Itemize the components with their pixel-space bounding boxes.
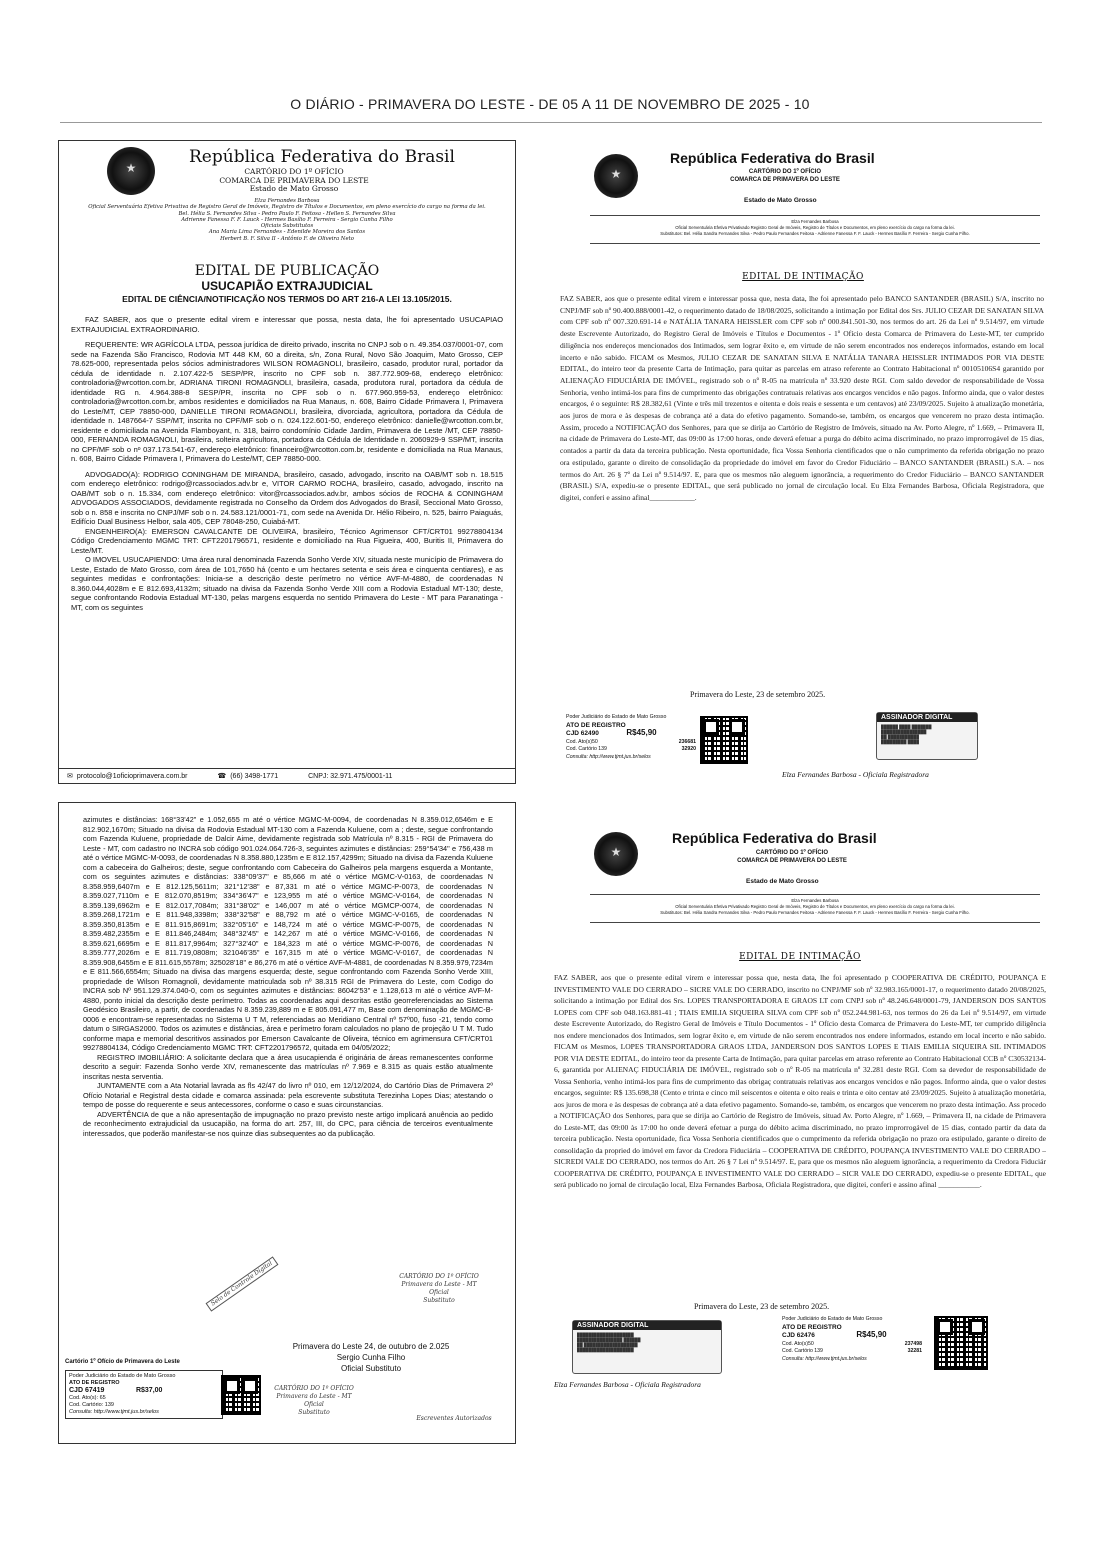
edital-title: EDITAL DE INTIMAÇÃO bbox=[742, 272, 864, 282]
registry-price: R$37,00 bbox=[135, 1387, 163, 1394]
usucapiao-title: USUCAPIÃO EXTRAJUDICIAL bbox=[201, 279, 373, 293]
stamp-line: Escreventes Autorizados bbox=[416, 1415, 492, 1422]
comarca-name: COMARCA DE PRIMAVERA DO LESTE bbox=[219, 175, 369, 185]
registry-cod-ato: Cod. Ato(s)50 bbox=[782, 1340, 814, 1347]
registry-office-block bbox=[672, 849, 912, 865]
registry-office-block bbox=[169, 168, 419, 194]
qr-code-icon bbox=[700, 716, 748, 764]
registro-imobiliario-paragraph: REGISTRO IMOBILIÁRIO: A solicitante declara que a área usucapienda é originária de áreas remanescentes conforme descrito a seguir: Fazenda Sonho verde XIV, remanescente das matrículas nº 7.969 e 8.315 as quais estão atualmente inscritas nesta serventia. bbox=[83, 1052, 493, 1081]
republic-title: República Federativa do Brasil bbox=[672, 832, 877, 846]
engenheiro-paragraph: ENGENHEIRO(A): EMERSON CAVALCANTE DE OLIVEIRA, brasileiro, Técnico Agrimensor CFT/CRT01 99278804134 Código Credenciamento MGMC TRT: CFT2201796571, residente e domiciliado na Rua Figueira, 400, Buritis II, Primavera do Leste/MT. bbox=[71, 526, 503, 555]
perimeter-description: azimutes e distâncias: 168°33'42" e 1.052,655 m até o vértice MGMC-M-0094, de coordenadas N 8.359.012,6546m e E 812.902,1670m; Situado na divisa da Rodovia Estadual MT-130 com a Fazenda Kuluene, com a ; deste, segue confrontando com Fazenda Kuluene, propriedade de Dalcir Aime, devidamente registrada sob Matrícula nº 8.315 - RGI de Primavera do Leste - MT, com cadastro no INCRA sob código 901.024.064.726-3, seguintes azimutes e distâncias: 259°54'34" e 756,438 m até o vértice MGMC-M-0093, de coordenadas N 8.358.880,1235m e E 812.157,4299m; Situado na divisa da Fazenda Kuluene com a cabeceira do Galheiros; deste, segue confrontando com Cabeceira do Galheiros pela margens esquerda a Montante, com os seguintes azimutes e distâncias: 338°09'37" e 85,666 m até o vértice MGMC-V-0163, de coordenadas N 8.358.959,6407m e E 812.125,5611m; 321°12'38" e 87,331 m até o vértice MGMC-P-0073, de coordenadas N 8.359.027,7110m e E 812.070,8519m; 334°36'47" e 123,955 m até o vértice MGMC-V-0164, de coordenadas N 8.359.139,6962m e E 812.017,7084m; 331°38'02" e 146,007 m até o vértice MGMCP-0074, de coordenadas N 8.359.268,1721m e E 811.948,3398m; 338°32'58" e 88,792 m até o vértice MGMC-V-0165, de coordenadas N 8.359.350,8135m e E 811.915,8691m; 332°05'16" e 148,724 m até o vértice MGMC-P-0075, de coordenadas N 8.359.482,2355m e E 811.846,2484m; 348°32'45" e 142,267 m até o vértice MGMC-V-0166, de coordenadas N 8.359.621,6695m e E 811.817,9964m; 327°32'40" e 184,323 m até o vértice MGMC-P-0076, de coordenadas N 8.359.777,2026m e E 811.719,0808m; 321046'35" e 167,315 m até o vértice MGMC-V-0167, de coordenadas N 8.359.908,6455m e E 811.615,5578m; 325028'18" e 86,276 m até o vértice AVF-M-4881, de coordenadas N 8.359.979,7234m e E 811.566,6554m; Situado na divisa das margens esquerda; deste, segue confrontando com Fazenda Sonho Verde XIII, propriedade de Wilson Romagnoli, devidamente matriculada sob nº 38.315 RGI de Primavera do Leste, com Codigo do INCRA sob Nº 951.129.374.040-0, com os seguintes azimutes e distâncias: 86042'53" e 1.128,613 m até o vértice AVF-M-4880, ponto inicial da descrição deste perímetro. Todas as coordenadas aqui descritas estão georreferenciadas ao Sistema Geodésico Brasileiro, a partir, de coordenadas N 8.359.239,889 m e E 805.091,477 m, Base com denominação de MGMC-B-0006 e encontram-se representadas no Sistema U T M, referenciadas ao Meridiano Central nº 57º00, fuso -21, tendo como datum o SIRGAS2000. Todos os azimutes e distâncias, área e perímetro foram calculados no plano de projeção U T M. Tudo conforme mapa e memorial descritivos assinados por Emerson Cavalcante de Oliveira, técnico em agrimensura CFT/CRT01 99278804134, Código Credenciamento MGMC TRT: CFT2201796572, quitada em 04/05/2022; bbox=[83, 815, 493, 1052]
registry-cjd: CJD 62490 bbox=[566, 730, 599, 737]
place-date: Primavera do Leste, 23 de setembro 2025. bbox=[694, 1302, 830, 1311]
registry-number: 32281 bbox=[907, 1348, 922, 1354]
substitutes-label: Oficiais Substitutos bbox=[260, 223, 314, 230]
edital-title: EDITAL DE PUBLICAÇÃO bbox=[194, 263, 380, 279]
stamp-line: Oficial bbox=[304, 1401, 324, 1408]
email-icon: ✉ bbox=[67, 773, 73, 780]
office-name: CARTÓRIO DO 1º OFÍCIO bbox=[755, 850, 829, 856]
substitutes-line: Bel. Hélia S. Fernandes Silva - Pedro Paulo F. Feitosa - Hellen S. Fernandes Silva bbox=[178, 210, 396, 217]
badge-title: ASSINADOR DIGITAL bbox=[573, 1321, 721, 1330]
registry-cjd: CJD 67419 bbox=[69, 1387, 105, 1394]
place-date: Primavera do Leste, 23 de setembro 2025. bbox=[690, 690, 826, 699]
place-date: Primavera do Leste 24, de outubro de 2.025 bbox=[292, 1342, 450, 1351]
stamp-line: Substituto bbox=[423, 1297, 455, 1304]
digital-signature-badge bbox=[876, 712, 978, 760]
edital-body bbox=[71, 315, 503, 612]
advogado-paragraph: ADVOGADO(A): RODRIGO CONINGHAM DE MIRANDA, brasileiro, casado, advogado, inscrito na OAB/MT sob n. 18.515 com endereço eletrônico: rodrigo@rcassociados.adv.br e, VITOR CARMO ROCHA, brasileiro, casado, advogado, inscrito na OAB/MT sob o n. 15.334, com endereço eletrônico: vitor@rcassociados.adv.br, ambos sócios de ROCHA & CONINGHAM ADVOGADOS ASSOCIADOS, devidamente registrada no Conselho da Ordem dos Advogados do Brasil, Seccional Mato Grosso, sob o n. 858 e inscrita no CNPJ/MF sob o n. 24.583.121/0001-71, com sede na Avenida Dr. Hélio Ribeiro, n. 525, bairro Paiaguás, Edifício Dual Business Helbor, sala 405, CEP 78048-250, Cuiabá-MT. bbox=[71, 469, 503, 526]
registry-cod-cartorio: Cod. Cartório 139 bbox=[782, 1348, 823, 1354]
header-divider bbox=[60, 122, 1042, 123]
comarca-name: COMARCA DE PRIMAVERA DO LESTE bbox=[737, 858, 847, 864]
registry-seal bbox=[782, 1316, 922, 1363]
substitutes-line: Substitutos: Bel. Hélia Sandra Fernandes Silva - Pedro Paulo Fernandes Feitosa - Adrienne Fanessa F. F. Lauck - Hermes Basílio F. Ferreira - Sergio Cunha Filho. bbox=[660, 910, 970, 915]
stamp-line: CARTÓRIO DO 1º OFÍCIO bbox=[399, 1273, 479, 1280]
coat-of-arms-icon bbox=[594, 154, 638, 198]
holder-role: Oficial Serventuária Efetiva Privativado Registro Geral de Imóveis, Registro de Títulos e Documentos, em pleno exercício do cargo na forma da lei. bbox=[675, 904, 955, 909]
badge-lines: ████████████████████ ████████████████ ██████ ██ ███████████████████ ████████████████████ bbox=[577, 1332, 641, 1352]
republic-title: República Federativa do Brasil bbox=[189, 147, 455, 167]
registry-number: 32920 bbox=[681, 746, 696, 752]
registry-price: R$45,90 bbox=[626, 728, 657, 737]
footer-phone: (66) 3498-1771 bbox=[230, 772, 279, 780]
edital-publicacao-continuation-panel bbox=[58, 802, 516, 1444]
office-stamp bbox=[264, 1385, 364, 1417]
stamp-line: CARTÓRIO DO 1º OFÍCIO bbox=[274, 1385, 354, 1392]
panel-footer bbox=[59, 768, 515, 783]
advertencia-paragraph: ADVERTÊNCIA de que a não apresentação de impugnação no prazo previsto neste artigo implicará anuência ao pedido de reconhecimento extrajudicial da usucapião, na forma do art. 257, III, do CPC, para ciência de terceiros eventualmente interessados, que poderão manifestar-se nos quinze dias subsequentes ao da publicação. bbox=[83, 1109, 493, 1138]
coat-of-arms-icon bbox=[107, 147, 155, 195]
state-name: Estado de Mato Grosso bbox=[744, 197, 817, 204]
registry-number: 236681 bbox=[678, 738, 696, 745]
office-stamp bbox=[389, 1273, 489, 1305]
coat-of-arms-icon bbox=[594, 832, 638, 876]
registry-consulta: Consulta: http://www.tjmt.jus.br/selos bbox=[566, 753, 651, 760]
faz-saber-paragraph: FAZ SABER, aos que o presente edital virem e interessar que possa, nesta data, lhe foi apresentado USUCAPIAO EXTRAJUDICIAL EXTRAORDINARIO. bbox=[71, 315, 503, 334]
substitutes-line: Substitutos: Bel. Hélia Sandra Fernandes Silva - Pedro Paulo Fernandes Feitosa - Adrienne Fanessa F. F. Lauck - Hermes Basílio F. Ferreira - Sergio Cunha Filho. bbox=[660, 231, 970, 236]
stamp-line: Substituto bbox=[298, 1409, 330, 1416]
ciencia-title: EDITAL DE CIÊNCIA/NOTIFICAÇÃO NOS TERMOS DO ART 216-A LEI 13.105/2015. bbox=[122, 294, 452, 304]
signer-name: Sergio Cunha Filho bbox=[336, 1353, 406, 1362]
officials-list bbox=[590, 219, 1040, 237]
footer-cnpj: CNPJ: 32.971.475/0001-11 bbox=[308, 772, 393, 780]
registry-seal bbox=[566, 714, 696, 761]
signature-block bbox=[291, 1341, 451, 1374]
imovel-paragraph: O IMOVEL USUCAPIENDO: Uma área rural denominada Fazenda Sonho Verde XIV, situada neste município de Primavera do Leste, Estado de Mato Grosso, com área de 101,7650 há (cento e um hectares setenta e seis área e cinquenta centiares), e as seguintes medidas e confrontações: Inicia-se a descrição deste perímetro no vértice AVF-M-4880, de coordenadas N 8.360.044,4028m e E 812.693,4132m; situado na divisa da Fazenda Sonho Verde XIII com a Rodovia Estadual MT-130; deste, segue confrontando Rodovia Estadual MT-130, pelas margens esquerda no sentido Primavera do Leste - MT para Paranatinga -MT, com os seguintes bbox=[71, 555, 503, 612]
edital-body bbox=[83, 815, 493, 1138]
cartorio-stamp: Selo de Controle Digital bbox=[206, 1256, 279, 1311]
divider bbox=[590, 894, 1040, 895]
signature-name: Elza Fernandes Barbosa - Oficiala Registradora bbox=[782, 770, 929, 779]
registry-cod-ato: Cod. Ato(s)50 bbox=[566, 738, 598, 745]
registry-cod-cartorio: Cod. Cartório 139 bbox=[566, 746, 607, 752]
divider bbox=[590, 922, 1040, 923]
edital-body: FAZ SABER, aos que o presente edital virem e interessar possa que, nesta data, lhe foi apresentado p COOPERATIVA DE CRÉDITO, POUPANÇA E INVESTIMENTO VALE DO CERRADO – SICRE VALE DO CERRADO, inscrito no CNPJ/MF sob nº 32.983.165/0001-17, o requerimento datado 20/08/2025, solicitando a intimação por Edital dos Srs. LOPES TRANSPORTADORA E GRAOS LT com CNPJ sob nº 48.246.648/0001-79, JANDERSON DOS SANTOS LOPES com CPF sob 048.163.881-41 ; TIAIS EMILIA SIQUEIRA SILVA com CPF sob nº 052.244.981-63, nos termos do 26 da Lei nº 9.514/97, em virtude deste Escrevente Autorizado, do Registro Geral de Imóveis e Título Documentos - 1º Ofício desta Comarca de Primavera do Leste-MT, ter cumprido diligência nos endere mencionados dos Intimados, sem lograr êxito e, em virtude de não serem encontrados nos endere informados, estando em local incerto e não sabido. FICAM os Mesmos, LOPES TRANSPORTADORA GRAOS LTDA, JANDERSON DOS SANTOS LOPES E TIAIS EMILIA SIQUEIRA SIL INTIMADOS POR VIA DESTE EDITAL, do inteiro teor da presente Carta de Intimação, para quitar parcelas em atraso referente ao Contrato Habitacional CCB nº C30532134-6, garantida por ALIENAÇ FIDUCIÁRIA DE IMÓVEL, registrado sob o nº R-05 na matrícula nº 32.281 deste RGI. Com sa devedor de responsabilidade de Vossa Senhoria, venho intimá-los para fins de cumprimento das obrigaç contratuais relativas aos encargos vencidos e não pagos. Informo ainda, que o valor destes encargos, seguinte: R$ 135.698,38 (Cento e trinta e cinco mil seiscentos e oitenta e oito reais e trinta e oito centav até 23/09/2025. Sujeito à atualização monetária, aos juros de mora e às despesas de cobrança até a data efetivo pagamento. Somando-se, também, os encargos que vencerem no prazo desta intimação. Ass procedo a NOTIFICAÇÃO dos Senhores, para que se dirija ao Cartório de Registro de Imóveis, situad Av. Porto Alegre, nº 1.669, – Primavera II, na cidade de Primavera do Leste-MT, das 09:00 às 17:00 ho onde deverá efetuar a purga do débito acima discriminado, no prazo improrrogável de 15 dias, contado partir da data da terceira publicação. Nesta oportunidade, fica Vossa Senhoria cientificados que o cumprimento da referida obrigação no prazo ora estipulado, garante o direito de consolidação da propried do imóvel em favor da Credora Fiduciária – COOPERATIVA DE CRÉDITO, POUPANÇA INVESTIMENTO VALE DO CERRADO – SICREDI VALE DO CERRADO, nos termos do Art. 26 § 7 Lei nº 9.514/97. E, para que os mesmos não aleguem ignorância, a requerimento da Credora Fiduciár COOPERATIVA DE CRÉDITO, POUPANÇA E INVESTIMENTO VALE DO CERRADO – SICR VALE DO CERRADO, expediu-se o presente EDITAL, que será publicado no jornal de circulação local, Elza Fernandes Barbosa, Oficiala Registradora, que digitei, conferi e assino afinal ___________. bbox=[554, 973, 1046, 1189]
edital-publicacao-panel bbox=[58, 140, 516, 784]
office-name: CARTÓRIO DO 1º OFÍCIO bbox=[244, 167, 344, 176]
qr-code-icon bbox=[221, 1375, 261, 1415]
officials-list bbox=[590, 898, 1040, 916]
juntamente-paragraph: JUNTAMENTE com a Ata Notarial lavrada as fls 42/47 do livro nº 010, em 12/12/2024, do Cartório Dias de Primavera 2º Ofício Notarial e Registral desta cidade e comarca assinada: pela escrevente substituta Terezinha Lopes Dias; atestando o tempo de posse do requerente e seus antecessores, conforme o caso e suas circunstancias. bbox=[83, 1081, 493, 1109]
holder-role: Oficial Serventuária Efetiva Privativa de Registro Geral de Imóveis, Registro de Títulos e Documentos, em pleno exercício do cargo na forma da lei. bbox=[88, 204, 486, 211]
footer-email: protocolo@1oficioprimavera.com.br bbox=[76, 772, 188, 780]
stamp-line: Primavera do Leste - MT bbox=[401, 1281, 477, 1288]
digital-signature-badge bbox=[572, 1320, 722, 1374]
office-stamp bbox=[399, 1415, 509, 1423]
stamp-line: Primavera do Leste - MT bbox=[276, 1393, 352, 1400]
holder-name: Elza Fernandes Barbosa bbox=[791, 898, 839, 903]
comarca-name: COMARCA DE PRIMAVERA DO LESTE bbox=[730, 177, 840, 183]
registry-cod-ato: Cod. Ato(s): 65 bbox=[69, 1395, 106, 1401]
registry-header: Poder Judiciário do Estado de Mato Grosso bbox=[566, 714, 667, 720]
substitutes-line: Adrienne Fanessa F. F. Lauck - Hermes Basílio F. Ferreira - Sergio Cunha Filho bbox=[181, 216, 393, 223]
newspaper-header: O DIÁRIO - PRIMAVERA DO LESTE - DE 05 A 11 DE NOVEMBRO DE 2025 - 10 bbox=[290, 96, 810, 112]
registry-office-block bbox=[670, 168, 900, 184]
badge-title: ASSINADOR DIGITAL bbox=[877, 713, 977, 722]
holder-name: Elza Fernandes Barbosa bbox=[254, 198, 320, 204]
registry-number: 237498 bbox=[904, 1340, 922, 1347]
registry-label: ATO DE REGISTRO bbox=[69, 1380, 120, 1386]
phone-icon: ☎ bbox=[217, 773, 227, 780]
signature-name: Elza Fernandes Barbosa - Oficiala Registradora bbox=[554, 1380, 701, 1389]
registry-cjd: CJD 62476 bbox=[782, 1332, 815, 1339]
qr-code-icon bbox=[934, 1316, 988, 1370]
edital-intimacao-sicredi-panel bbox=[554, 832, 1046, 1432]
officials-list bbox=[67, 198, 507, 242]
registry-price: R$45,90 bbox=[856, 1330, 887, 1339]
registry-cod-cartorio: Cod. Cartório: 139 bbox=[69, 1402, 114, 1408]
divider bbox=[590, 215, 1040, 216]
badge-lines: ██████ ████ ███████ ████████████████ ██ ███████████ █████████ ████ bbox=[881, 724, 932, 744]
registry-office: Cartório 1º Ofício de Primavera do Leste bbox=[65, 1359, 180, 1365]
office-name: CARTÓRIO DO 1º OFÍCIO bbox=[748, 169, 822, 175]
requerente-paragraph: REQUERENTE: WR AGRÍCOLA LTDA, pessoa jurídica de direito privado, inscrita no CNPJ sob o n. 49.354.037/0001-07, com sede na Fazenda São Francisco, Rodovia MT 448 KM, 60 a direita, s/n, Zona Rural, Novo São Joaquim, Mato Grosso, CEP 78.625-000, representada pelos sócios administradores WILSON ROMAGNOLI, brasileiro, casado, produtor rural, portador da cédula de identidade n. 2.107.422-5 SESP/PR, inscrito no CPF sob n. 387.772.909-68, endereço eletrônico: controladoria@wrcotton.com.br, ADRIANA TIRONI ROMAGNOLI, brasileira, casada, produtora rural, portadora da cédula de identidade RG n. 4.964.388-8 SESP/PR, inscrita no CPF sob o n. 677.960.959-53, endereço eletrônico: controladoria@wrcotton.com.br, ambos residentes e domiciliados na Rua Manaus, n. 608, Bairro Cidade Primavera I, Primavera do Leste/MT, CEP 78850-000, DANIELLE TIRONI ROMAGNOLI, brasileira, divorciada, agricultora, portadora da Cédula de identidade n. 1487664-7 SSP/MT, inscrita no CPF/MF sob o n. 024.122.601-50, endereço eletrônico: danielle@wrcotton.com.br, residente e domiciliada na Avenida Flamboyant, n. 318, bairro condomínio Cidade Jardim, Primavera de Leste /MT, CEP 78850-000, FERNANDA ROMAGNOLI, brasileira, solteira agricultora, portadora da Cédula de Identidade n. 2060929-9 SSP/MT, inscrita no CPF/MF sob o nº 037.173.541-67, endereço eletrônico: financeiro@wrcotton.com.br, residente e domiciliada na Rua Manaus, n. 608, Bairro Cidade Primavera I, Primavera do Leste/MT, CEP 78850-000. bbox=[71, 340, 503, 463]
holder-role: Oficial Serventuária Efetiva Privativado Registro Geral de Imóveis, Registro de Títulos e Documentos, em pleno exercício do cargo na forma da lei. bbox=[675, 225, 955, 230]
holder-name: Elza Fernandes Barbosa bbox=[791, 219, 839, 224]
registry-consulta: Consulta: http://www.tjmt.jus.br/selos bbox=[69, 1409, 159, 1415]
registry-consulta: Consulta: http://www.tjmt.jus.br/selos bbox=[782, 1355, 867, 1362]
republic-title: República Federativa do Brasil bbox=[670, 150, 875, 166]
registry-label: ATO DE REGISTRO bbox=[782, 1323, 842, 1331]
clerks-line: Ana Maria Lima Fernandes - Edenilde Moreira dos Santos bbox=[208, 229, 366, 236]
registry-label: ATO DE REGISTRO bbox=[566, 721, 626, 729]
stamp-line: Oficial bbox=[429, 1289, 449, 1296]
registry-header: Poder Judiciário do Estado de Mato Grosso bbox=[69, 1373, 176, 1379]
edital-intimacao-santander-panel bbox=[560, 140, 1046, 800]
state-name: Estado de Mato Grosso bbox=[746, 878, 819, 885]
edital-body: FAZ SABER, aos que o presente edital virem e interessar possa que, nesta data, lhe foi apresentado pelo BANCO SANTANDER (BRASIL) S/A, inscrito no CNPJ/MF sob nº 90.400.888/0001-42, o requerimento datado de 18/08/2025, solicitando a intimação por Edital dos Srs. JULIO CEZAR DE SANATAN SILVA com CPF sob nº 007.320.691-14 e NATÁLIA TANARA HEISSLER com CPF sob nº 000.841.501-30, nos termos do art. 26 da Lei nº 9.514/97, em virtude deste Escrevente Autorizado, do Registro Geral de Imóveis e Títulos e Documentos - 1º Ofício desta Comarca de Primavera do Leste-MT, ter cumprido diligência nos endereços mencionados dos Intimados, sem lograr êxito e, em virtude de não serem encontrados nos endereços informados, estando em local incerto e não sabido. FICAM os Mesmos, JULIO CEZAR DE SANATAN SILVA E NATÁLIA TANARA HEISSLER INTIMADOS POR VIA DESTE EDITAL, do inteiro teor da presente Carta de Intimação, para quitar as parcelas em atraso referente ao Contrato Habitacional nº 00105106S4 garantido por ALIENAÇÃO FIDUCIÁRIA DE IMÓVEL, registrado sob o nº R-05 na matrícula nº 33.920 deste RGI. Com saldo devedor de responsabilidade de Vossa Senhoria, venho intimá-los para fins de cumprimento das obrigações contratuais relativas aos encargos vencidos e não pagos. Informo ainda, que o valor destes encargos, é o seguinte: R$ 28.382,61 (Vinte e três mil trezentos e oitenta e dois reais e sessenta e um centavos) até 23/09/2025. Sujeito à atualização monetária, aos juros de mora e às despesas de cobrança até a data do efetivo pagamento. Somando-se, também, os encargos que vencerem no prazo desta intimação. Assim, procedo a NOTIFICAÇÃO dos Senhores, para que se dirija ao Cartório de Registro de Imóveis, situado na Av. Porto Alegre, nº 1.669, – Primavera II, na cidade de Primavera do Leste-MT, das 09:00 às 17:00 horas, onde deverá efetuar a purga do débito acima discriminado, no prazo improrrogável de 15 dias, contados a partir da data da terceira publicação. Nesta oportunidade, fica Vossa Senhoria cientificados que o não cumprimento da referida obrigação no prazo ora estipulado, garante o direito de consolidação da propriedade do imóvel em favor do Credor Fiduciário – BANCO SANTANDER (BRASIL) S.A. – nos termos do Art. 26 § 7º da Lei nº 9.514/97. E, para que os mesmos não aleguem ignorância, a requerimento do Credor Fiduciário – BANCO SANTANDER (BRASIL) S/A, expediu-se o presente EDITAL, que será publicado no jornal de circulação local. Eu Elza Fernandes Barbosa, Oficiala Registradora, que digitei, conferi e assino afinal____________. bbox=[560, 294, 1044, 502]
state-name: Estado de Mato Grosso bbox=[249, 184, 339, 193]
registry-header: Poder Judiciário do Estado de Mato Grosso bbox=[782, 1316, 883, 1322]
clerks-line: Herbert B. F. Silva II - Antônio F. de Oliveira Neto bbox=[220, 235, 354, 242]
divider bbox=[590, 243, 1040, 244]
signer-role: Oficial Substituto bbox=[340, 1364, 402, 1373]
edital-title: EDITAL DE INTIMAÇÃO bbox=[739, 952, 861, 962]
